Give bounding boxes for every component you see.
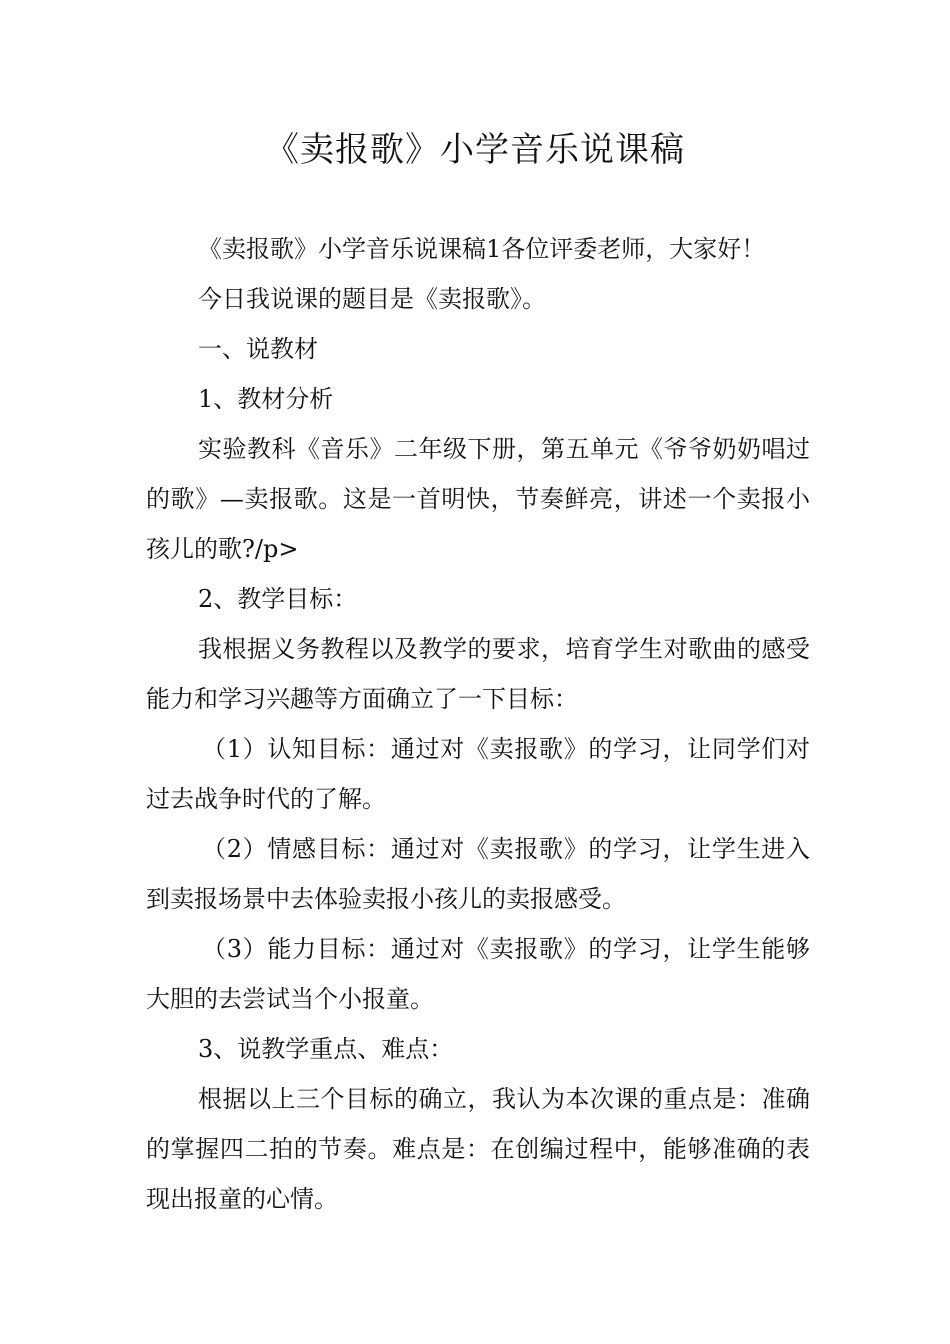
goal-ability: （3）能力目标：通过对《卖报歌》的学习，让学生能够大胆的去尝试当个小报童。 <box>146 935 810 1013</box>
paragraph-greeting: 《卖报歌》小学音乐说课稿1各位评委老师，大家好！ <box>198 235 766 263</box>
subheading-textbook-analysis: 1、教材分析 <box>198 385 334 413</box>
document-body <box>146 224 810 1224</box>
goal-emotional: （2）情感目标：通过对《卖报歌》的学习，让学生进入到卖报场景中去体验卖报小孩儿的卖报感受。 <box>146 835 810 913</box>
subheading-teaching-goals: 2、教学目标： <box>198 585 358 613</box>
paragraph-topic: 今日我说课的题目是《卖报歌》。 <box>198 285 546 313</box>
paragraph-textbook-analysis: 实验教科《音乐》二年级下册，第五单元《爷爷奶奶唱过的歌》—卖报歌。这是一首明快，节奏鲜亮，讲述一个卖报小孩儿的歌?/p> <box>146 435 810 563</box>
goal-cognitive: （1）认知目标：通过对《卖报歌》的学习，让同学们对过去战争时代的了解。 <box>146 735 810 813</box>
paragraph-key-points: 根据以上三个目标的确立，我认为本次课的重点是：准确的掌握四二拍的节奏。难点是：在创编过程中，能够准确的表现出报童的心情。 <box>146 1085 810 1213</box>
subheading-key-points: 3、说教学重点、难点： <box>198 1035 454 1063</box>
paragraph-teaching-goals: 我根据义务教程以及教学的要求，培育学生对歌曲的感受能力和学习兴趣等方面确立了一下目标： <box>146 635 810 713</box>
section-heading-textbook: 一、说教材 <box>198 335 318 363</box>
document-title: 《卖报歌》小学音乐说课稿 <box>265 130 685 170</box>
